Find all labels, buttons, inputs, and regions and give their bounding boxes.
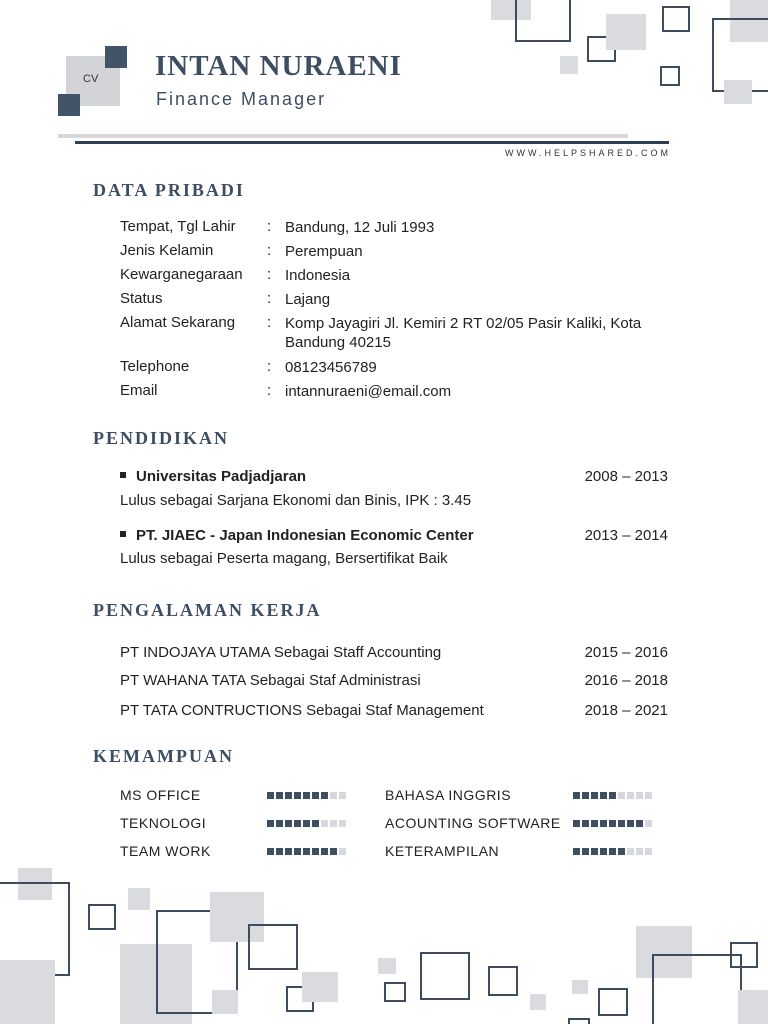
skill-level-block — [312, 848, 319, 855]
skill-level-block — [330, 848, 337, 855]
experience-item: PT INDOJAYA UTAMA Sebagai Staff Accounting — [120, 644, 442, 661]
education-years: 2008 – 2013 — [584, 468, 668, 485]
skill-level-block — [582, 848, 589, 855]
personal-label: Telephone — [120, 358, 190, 375]
skill-level-block — [303, 848, 310, 855]
skill-level-block — [582, 792, 589, 799]
skill-name: ACOUNTING SOFTWARE — [385, 815, 561, 831]
cv-logo-label: CV — [83, 73, 99, 85]
skill-level-bar — [573, 792, 652, 799]
skill-level-block — [618, 820, 625, 827]
skill-level-bar — [267, 792, 346, 799]
skill-level-block — [618, 792, 625, 799]
skill-level-block — [285, 792, 292, 799]
education-institution-name: PT. JIAEC - Japan Indonesian Economic Center — [136, 527, 474, 544]
skill-level-block — [600, 820, 607, 827]
experience-years: 2016 – 2018 — [584, 672, 668, 689]
skill-level-bar — [267, 820, 346, 827]
skill-level-block — [294, 792, 301, 799]
education-description: Lulus sebagai Sarjana Ekonomi dan Binis, IPK : 3.45 — [120, 492, 472, 509]
skill-level-block — [330, 820, 337, 827]
skill-level-block — [276, 848, 283, 855]
skill-name: MS OFFICE — [120, 787, 201, 803]
skill-level-block — [573, 820, 580, 827]
job-title: Finance Manager — [156, 89, 327, 109]
skill-level-block — [303, 792, 310, 799]
skill-level-block — [294, 848, 301, 855]
personal-label: Status — [120, 290, 163, 307]
personal-value: intannuraeni@email.com — [285, 383, 452, 400]
personal-value: Lajang — [285, 291, 331, 308]
skill-level-bar — [267, 848, 346, 855]
skill-level-block — [573, 792, 580, 799]
personal-separator: : — [267, 242, 272, 259]
experience-years: 2018 – 2021 — [584, 702, 668, 719]
skill-level-block — [312, 792, 319, 799]
skill-level-block — [636, 848, 643, 855]
personal-separator: : — [267, 266, 272, 283]
skill-level-block — [609, 820, 616, 827]
skill-level-block — [627, 848, 634, 855]
skill-level-block — [339, 848, 346, 855]
section-title-skills: KEMAMPUAN — [93, 746, 234, 766]
skill-level-bar — [573, 820, 652, 827]
skill-level-block — [303, 820, 310, 827]
skill-level-block — [591, 792, 598, 799]
divider-light — [58, 134, 628, 138]
skill-level-block — [627, 792, 634, 799]
skill-level-block — [339, 820, 346, 827]
skill-level-block — [645, 848, 652, 855]
education-institution-name: Universitas Padjadjaran — [136, 468, 307, 485]
skill-level-block — [294, 820, 301, 827]
skill-name: BAHASA INGGRIS — [385, 787, 512, 803]
website-text: WWW.HELPSHARED.COM — [504, 148, 671, 158]
personal-value: Perempuan — [285, 243, 363, 260]
skill-level-block — [276, 820, 283, 827]
personal-label: Jenis Kelamin — [120, 242, 214, 259]
candidate-name: INTAN NURAENI — [155, 50, 402, 82]
personal-separator: : — [267, 382, 272, 399]
section-title-personal: DATA PRIBADI — [93, 180, 245, 200]
skill-level-block — [312, 820, 319, 827]
personal-value: Komp Jayagiri Jl. Kemiri 2 RT 02/05 Pasir Kaliki, Kota Bandung 40215 — [285, 315, 642, 351]
skill-level-block — [645, 820, 652, 827]
skill-name: KETERAMPILAN — [385, 843, 500, 859]
skill-level-block — [285, 848, 292, 855]
skill-name: TEAM WORK — [120, 843, 211, 859]
bullet-icon — [120, 531, 126, 537]
personal-separator: : — [267, 218, 272, 235]
personal-value: Bandung, 12 Juli 1993 — [285, 219, 435, 236]
skill-level-block — [267, 820, 274, 827]
education-institution — [120, 468, 306, 485]
skill-level-block — [321, 820, 328, 827]
skill-level-block — [636, 820, 643, 827]
personal-label: Tempat, Tgl Lahir — [120, 218, 236, 235]
skill-level-block — [339, 792, 346, 799]
experience-years: 2015 – 2016 — [584, 644, 668, 661]
skill-level-bar — [573, 848, 652, 855]
divider-dark — [75, 141, 669, 144]
education-institution — [120, 527, 474, 544]
skill-level-block — [600, 792, 607, 799]
skill-level-block — [591, 820, 598, 827]
skill-level-block — [321, 792, 328, 799]
personal-value: Indonesia — [285, 267, 351, 284]
skill-level-block — [636, 792, 643, 799]
skill-level-block — [276, 792, 283, 799]
skill-name: TEKNOLOGI — [120, 815, 207, 831]
skill-level-block — [609, 848, 616, 855]
skill-level-block — [627, 820, 634, 827]
personal-separator: : — [267, 358, 272, 375]
skill-level-block — [609, 792, 616, 799]
personal-separator: : — [267, 314, 272, 331]
section-title-education: PENDIDIKAN — [93, 428, 230, 448]
personal-label: Email — [120, 382, 158, 399]
education-description: Lulus sebagai Peserta magang, Bersertifikat Baik — [120, 550, 448, 567]
skill-level-block — [582, 820, 589, 827]
section-title-experience: PENGALAMAN KERJA — [93, 600, 322, 620]
bullet-icon — [120, 472, 126, 478]
personal-value: 08123456789 — [285, 359, 377, 376]
skill-level-block — [321, 848, 328, 855]
skill-level-block — [330, 792, 337, 799]
skill-level-block — [618, 848, 625, 855]
skill-level-block — [591, 848, 598, 855]
personal-label: Alamat Sekarang — [120, 314, 236, 331]
personal-separator: : — [267, 290, 272, 307]
personal-label: Kewarganegaraan — [120, 266, 243, 283]
experience-item: PT TATA CONTRUCTIONS Sebagai Staf Management — [120, 702, 484, 719]
skill-level-block — [285, 820, 292, 827]
skill-level-block — [600, 848, 607, 855]
skill-level-block — [573, 848, 580, 855]
education-years: 2013 – 2014 — [584, 527, 668, 544]
experience-item: PT WAHANA TATA Sebagai Staf Administrasi — [120, 672, 421, 689]
skill-level-block — [267, 792, 274, 799]
skill-level-block — [267, 848, 274, 855]
skill-level-block — [645, 792, 652, 799]
